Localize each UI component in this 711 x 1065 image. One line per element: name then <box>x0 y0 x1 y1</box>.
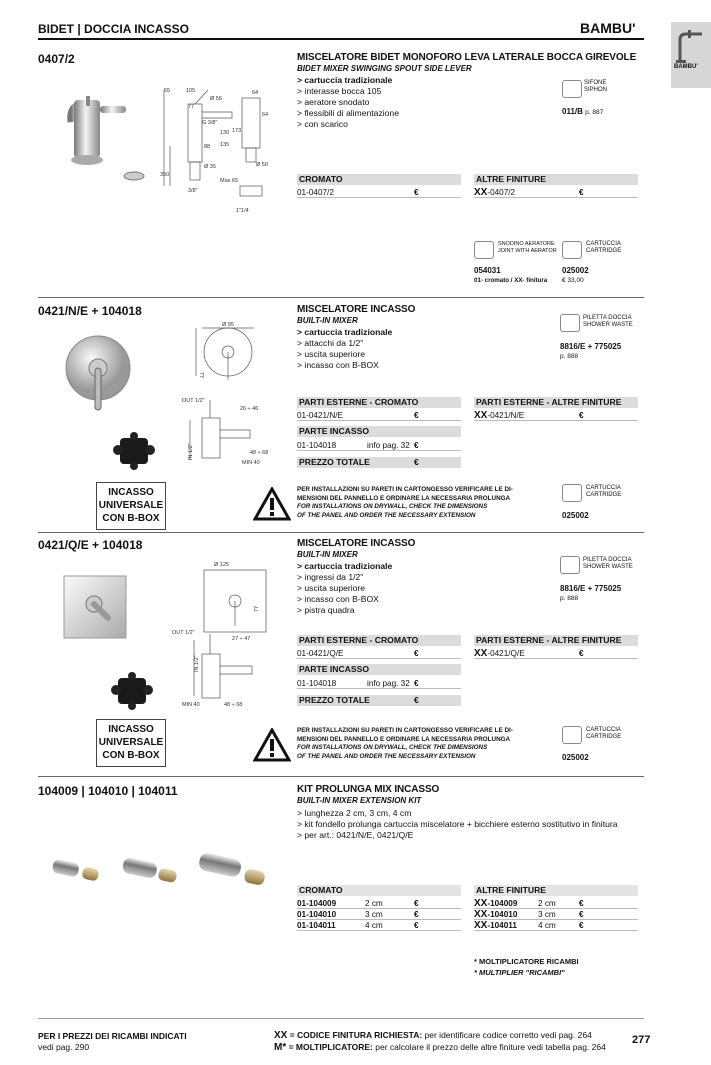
dim-label: Ø 50 <box>256 162 268 168</box>
table-row <box>297 920 461 931</box>
euro-sign: € <box>414 695 419 705</box>
row-prefix: XX <box>474 909 488 920</box>
feature: > cartuccia tradizionale <box>297 75 393 85</box>
s1-acc1-label: SIFONE SIPHON <box>584 80 608 93</box>
warning-line: MENSIONI DEL PANNELLO E ORDINARE LA NECESSARIA PROLUNGA <box>297 494 511 502</box>
bidet-mixer-photo <box>60 88 170 188</box>
s3-bar-totale <box>297 695 461 706</box>
euro-sign: € <box>579 910 584 919</box>
warning-line: PER INSTALLAZIONI SU PARETI IN CARTONGESSO VERIFICARE LE DI- <box>297 727 513 734</box>
s3-bar-left: PARTI ESTERNE - CROMATO <box>297 635 461 646</box>
s1-acc2-code: 054031 <box>474 266 501 275</box>
s1-technical-drawing <box>160 86 285 216</box>
faucet-icon <box>674 28 708 64</box>
s2-bbox-photo <box>112 432 156 470</box>
warning-line: PER INSTALLAZIONI SU PARETI IN CARTONGESSO VERIFICARE LE DI- <box>297 486 513 493</box>
s3-code: 0421/Q/E + 104018 <box>38 538 143 552</box>
s1-code: 0407/2 <box>38 52 75 66</box>
s1-bar-right: ALTRE FINITURE <box>474 174 638 185</box>
row-prefix: XX <box>474 898 488 909</box>
row-code: -104009 <box>487 899 518 908</box>
footer-m-label: = MOLTIPLICATORE: <box>286 1042 373 1052</box>
euro-sign: € <box>579 899 584 908</box>
feature: > incasso con B-BOX <box>297 360 379 370</box>
siphon-icon <box>562 80 582 98</box>
s3-features <box>297 561 392 616</box>
s2-incasso-info: info pag. 32 <box>367 441 410 450</box>
s3-technical-drawing <box>172 556 284 712</box>
s4-bar-right: ALTRE FINITURE <box>474 885 638 896</box>
dim-label: Ø 35 <box>204 164 216 170</box>
footer-xx-key: XX <box>274 1030 288 1041</box>
s2-incasso-code: 01-104018 <box>297 441 337 450</box>
s4-multiplier-2: * MULTIPLIER "RICAMBI" <box>474 968 565 977</box>
footer-xx-label: = CODICE FINITURA RICHIESTA: <box>287 1030 423 1040</box>
dim-label: 173 <box>232 128 242 134</box>
dim-label: 3/8" <box>188 188 198 194</box>
warning-line: OF THE PANEL AND ORDER THE NECESSARY EXTENSION <box>297 752 476 760</box>
s3-row-left <box>297 648 461 659</box>
s1-title: MISCELATORE BIDET MONOFORO LEVA LATERALE BOCCA GIREVOLE <box>297 52 637 63</box>
dim-label: MIN 40 <box>182 702 200 708</box>
shower-waste-icon <box>560 556 580 574</box>
euro-sign: € <box>414 457 419 467</box>
footer-rule <box>38 1018 644 1019</box>
section-divider <box>38 532 644 533</box>
section-divider <box>38 297 644 298</box>
row-code: -104010 <box>487 910 518 919</box>
table-row <box>297 909 461 920</box>
s4-table-left <box>297 898 461 931</box>
header-category: BIDET | DOCCIA INCASSO <box>38 22 189 36</box>
dim-label: IN 1/2" <box>188 443 194 460</box>
dim-label: 77 <box>198 372 204 379</box>
s3-bbox-label: INCASSO UNIVERSALE CON B-BOX <box>96 719 166 767</box>
side-tab-label: BAMBU' <box>674 64 698 70</box>
s3-row-incasso <box>297 678 461 689</box>
s3-acc1-page: p. 888 <box>560 595 579 602</box>
s2-row-right <box>474 410 638 421</box>
extension-kit-photo <box>50 852 272 894</box>
s2-bar-left: PARTI ESTERNE - CROMATO <box>297 397 461 408</box>
footer-xx-line <box>274 1030 592 1041</box>
dim-label: 64 <box>262 112 269 118</box>
dim-label: 105 <box>186 88 196 94</box>
s1-acc3-code: 025002 <box>562 266 589 275</box>
dim-label: Max 65 <box>220 178 239 184</box>
s3-row-left-code: 01-0421/Q/E <box>297 649 344 658</box>
s3-bar-incasso: PARTE INCASSO <box>297 664 461 675</box>
s1-acc2-note: 01- cromato / XX- finitura <box>474 277 548 284</box>
row-prefix: XX <box>474 920 488 931</box>
feature: > flessibili di alimentazione <box>297 108 399 118</box>
s2-row-left <box>297 410 461 421</box>
cartridge-icon <box>562 241 582 259</box>
s2-row-incasso <box>297 440 461 451</box>
header-rule <box>38 38 644 40</box>
table-row <box>474 920 638 931</box>
feature: > kit fondello prolunga cartuccia miscelatore + bicchiere esterno sostitutivo in finitura <box>297 819 618 829</box>
s2-warning-text <box>297 486 517 520</box>
s3-subtitle: BUILT-IN MIXER <box>297 550 358 559</box>
row-length: 2 cm <box>365 899 383 908</box>
table-row <box>474 898 638 909</box>
euro-sign: € <box>414 910 419 919</box>
row-length: 3 cm <box>365 910 383 919</box>
dim-label: 130 <box>220 130 230 136</box>
row-code: 01-104011 <box>297 921 336 930</box>
feature: > cartuccia tradizionale <box>297 561 393 571</box>
s2-bar-totale <box>297 457 461 468</box>
dim-label: 135 <box>220 142 230 148</box>
warning-line: OF THE PANEL AND ORDER THE NECESSARY EXTENSION <box>297 511 476 519</box>
feature: > aeratore snodato <box>297 97 370 107</box>
dim-label: 27 ÷ 47 <box>232 636 251 642</box>
dim-label: Ø 125 <box>214 562 229 568</box>
row-code: 01-104009 <box>297 899 337 908</box>
warning-line: FOR INSTALLATIONS ON DRYWALL, CHECK THE DIMENSIONS <box>297 744 488 751</box>
s4-title: KIT PROLUNGA MIX INCASSO <box>297 784 440 795</box>
s2-row-left-code: 01-0421/N/E <box>297 411 343 420</box>
feature: > pistra quadra <box>297 605 355 615</box>
feature: > cartuccia tradizionale <box>297 327 393 337</box>
euro-sign: € <box>414 649 419 658</box>
dim-label: Ø 56 <box>210 96 222 102</box>
row-length: 3 cm <box>538 910 556 919</box>
s1-row-left <box>297 187 461 198</box>
s1-row-right <box>474 187 638 198</box>
row-length: 2 cm <box>538 899 556 908</box>
s2-acc1-code: 8816/E + 775025 <box>560 342 622 351</box>
s2-acc2-code: 025002 <box>562 511 589 520</box>
cartridge-icon <box>562 726 582 744</box>
feature: > con scarico <box>297 119 348 129</box>
euro-sign: € <box>414 679 419 688</box>
section-divider <box>38 776 644 777</box>
euro-sign: € <box>579 649 584 658</box>
s3-bar-right: PARTI ESTERNE - ALTRE FINITURE <box>474 635 638 646</box>
round-mixer-photo <box>60 330 140 420</box>
feature: > per art.: 0421/N/E, 0421/Q/E <box>297 830 414 840</box>
s2-totale-label: PREZZO TOTALE <box>299 457 370 467</box>
euro-sign: € <box>414 921 419 930</box>
feature: > uscita superiore <box>297 349 366 359</box>
feature: > incasso con B-BOX <box>297 594 379 604</box>
s1-row-right-code: -0407/2 <box>487 188 516 197</box>
s3-row-right <box>474 648 638 659</box>
warning-icon <box>253 728 291 762</box>
row-code: 01-104010 <box>297 910 337 919</box>
s3-acc1-label: PILETTA DOCCIA SHOWER WASTE <box>583 557 633 570</box>
dim-label: MIN 40 <box>242 460 260 466</box>
feature: > uscita superiore <box>297 583 366 593</box>
s1-acc1-page: p. 887 <box>585 109 604 116</box>
s1-features <box>297 75 399 130</box>
s2-features <box>297 327 392 371</box>
header-brand: BAMBU' <box>580 20 636 36</box>
euro-sign: € <box>579 411 584 420</box>
s4-subtitle: BUILT-IN MIXER EXTENSION KIT <box>297 796 422 805</box>
s4-code: 104009 | 104010 | 104011 <box>38 784 178 798</box>
aerator-joint-icon <box>474 241 494 259</box>
s2-code: 0421/N/E + 104018 <box>38 304 142 318</box>
s3-title: MISCELATORE INCASSO <box>297 538 416 549</box>
s4-table-right <box>474 898 638 931</box>
side-tab <box>671 22 711 88</box>
s1-acc2-label: SNODINO AERATORE JOINT WITH AERATOR <box>498 241 557 254</box>
euro-sign: € <box>414 188 419 197</box>
s1-acc1-ref <box>562 107 603 116</box>
s3-row-right-prefix: XX <box>474 648 488 659</box>
footer-m-text: per calcolare il prezzo delle altre finiture vedi tabella pag. 264 <box>372 1042 606 1052</box>
s4-features <box>297 808 618 841</box>
table-row <box>474 909 638 920</box>
footer-m-key: M* <box>274 1042 287 1053</box>
euro-sign: € <box>414 411 419 420</box>
s2-bar-incasso: PARTE INCASSO <box>297 426 461 437</box>
row-code: -104011 <box>487 921 517 930</box>
shower-waste-icon <box>560 314 580 332</box>
footer-m-line <box>274 1042 606 1053</box>
dim-label: 77 <box>254 605 260 612</box>
dim-label: 26 ÷ 46 <box>240 406 259 412</box>
warning-line: MENSIONI DEL PANNELLO E ORDINARE LA NECESSARIA PROLUNGA <box>297 735 511 743</box>
table-row <box>297 898 461 909</box>
s4-bar-left: CROMATO <box>297 885 461 896</box>
s1-acc3-label: CARTUCCIA CARTRIDGE <box>586 241 622 254</box>
s2-row-right-prefix: XX <box>474 410 488 421</box>
s3-incasso-code: 01-104018 <box>297 679 337 688</box>
s4-multiplier-1: * MOLTIPLICATORE RICAMBI <box>474 957 579 966</box>
dim-label: G 3/8" <box>202 120 218 126</box>
s2-technical-drawing <box>180 320 290 470</box>
cartridge-icon <box>562 484 582 502</box>
dim-label: 48 ÷ 68 <box>250 450 269 456</box>
footer-left-2: vedi pag. 290 <box>38 1042 90 1052</box>
s3-totale-label: PREZZO TOTALE <box>299 695 370 705</box>
footer-xx-text: per identificare codice corretto vedi pag. 264 <box>422 1030 592 1040</box>
feature: > ingressi da 1/2" <box>297 572 364 582</box>
s2-title: MISCELATORE INCASSO <box>297 304 416 315</box>
warning-line: FOR INSTALLATIONS ON DRYWALL, CHECK THE DIMENSIONS <box>297 503 488 510</box>
euro-sign: € <box>579 921 584 930</box>
square-mixer-photo <box>62 572 132 644</box>
s1-acc3-price: € 33,00 <box>562 277 584 284</box>
dim-label: OUT 1/2" <box>172 630 195 636</box>
s3-acc1-code: 8816/E + 775025 <box>560 584 622 593</box>
s3-incasso-info: info pag. 32 <box>367 679 410 688</box>
feature: > attacchi da 1/2" <box>297 338 364 348</box>
row-length: 4 cm <box>365 921 383 930</box>
euro-sign: € <box>579 188 584 197</box>
dim-label: IN 1/2" <box>194 655 200 672</box>
s3-bbox-photo <box>110 672 154 710</box>
dim-label: 1"1/4 <box>236 208 249 214</box>
dim-label: 48 ÷ 68 <box>224 702 243 708</box>
euro-sign: € <box>414 899 419 908</box>
dim-label: Ø 95 <box>222 322 234 328</box>
feature: > interasse bocca 105 <box>297 86 382 96</box>
dim-label: 55 <box>164 88 171 94</box>
warning-icon <box>253 487 291 521</box>
s2-acc2-label: CARTUCCIA CARTRIDGE <box>586 485 622 498</box>
feature: > lunghezza 2 cm, 3 cm, 4 cm <box>297 808 412 818</box>
s2-subtitle: BUILT-IN MIXER <box>297 316 358 325</box>
euro-sign: € <box>414 441 419 450</box>
dim-label: 64 <box>252 90 259 96</box>
page-number: 277 <box>632 1034 651 1046</box>
s1-bar-left: CROMATO <box>297 174 461 185</box>
s1-row-right-prefix: XX <box>474 187 488 198</box>
s3-acc2-label: CARTUCCIA CARTRIDGE <box>586 727 622 740</box>
s3-warning-text <box>297 727 517 761</box>
dim-label: OUT 1/2" <box>182 398 205 404</box>
s2-bar-right: PARTI ESTERNE - ALTRE FINITURE <box>474 397 638 408</box>
s2-bbox-label: INCASSO UNIVERSALE CON B-BOX <box>96 482 166 530</box>
dim-label: 77 <box>188 104 195 110</box>
s3-acc2-code: 025002 <box>562 753 589 762</box>
s1-row-left-code: 01-0407/2 <box>297 188 334 197</box>
s1-subtitle: BIDET MIXER SWINGING SPOUT SIDE LEVER <box>297 64 472 73</box>
s2-acc1-page: p. 888 <box>560 353 579 360</box>
s2-row-right-code: -0421/N/E <box>487 411 525 420</box>
dim-label: 350 <box>160 172 170 178</box>
s1-acc1-code: 011/B <box>562 107 583 116</box>
row-length: 4 cm <box>538 921 556 930</box>
s2-acc1-label: PILETTA DOCCIA SHOWER WASTE <box>583 315 633 328</box>
s3-row-right-code: -0421/Q/E <box>487 649 525 658</box>
footer-left-1: PER I PREZZI DEI RICAMBI INDICATI <box>38 1031 187 1041</box>
dim-label: 88 <box>204 144 211 150</box>
